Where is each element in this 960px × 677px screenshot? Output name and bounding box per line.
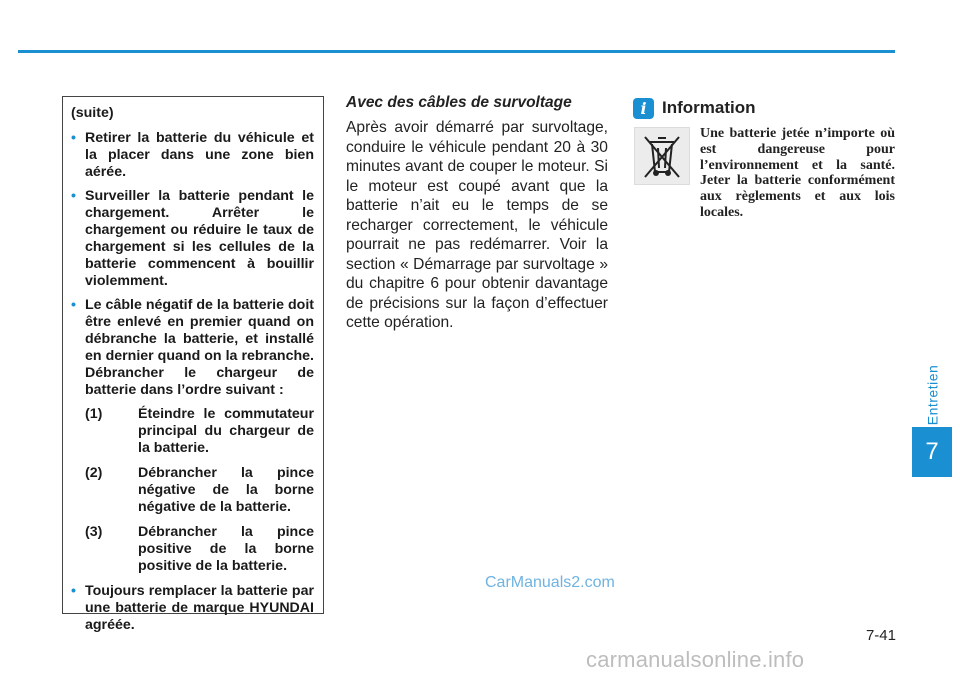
warning-bullet (71, 188, 314, 290)
bullet-icon: • (71, 297, 76, 313)
warning-step (85, 465, 314, 516)
warning-step (85, 524, 314, 575)
page-number: 7-41 (865, 627, 896, 644)
chapter-label-text: Entretien (924, 364, 941, 426)
section-title: Avec des câbles de survoltage (346, 94, 572, 111)
warning-bullet (71, 297, 314, 399)
watermark-top: CarManuals2.com (485, 574, 615, 591)
step-text: Débrancher la pince négative de la borne négative de la batterie. (138, 465, 314, 515)
warning-box (62, 96, 324, 633)
warning-bullet (71, 130, 314, 181)
information-header (633, 97, 756, 119)
chapter-label (912, 365, 952, 425)
bullet-icon: • (71, 130, 76, 146)
section-body: Après avoir démarré par survoltage, conduire le véhicule pendant 20 à 30 minutes avant de couper le moteur. Si le moteur est coupé avant que la batterie n’ait eu le temps de se recharger correctement, le véhicule pourrait ne pas redémarrer. Voir la section « Démarrage par survoltage » du chapitre 6 pour obtenir davantage de précisions sur la façon d’effectuer cette opération. (346, 119, 608, 331)
header-rule (18, 50, 895, 53)
step-number: (3) (85, 524, 103, 540)
bullet-icon: • (71, 583, 76, 599)
warning-bullet-text: Le câble négatif de la batterie doit être enlevé en premier quand on débranche la batterie, et installé en dernier quand on la rebranche. Débrancher le chargeur de batterie dans l’ordre suivant : (85, 297, 314, 398)
warning-bullet-text: Retirer la batterie du véhicule et la placer dans une zone bien aérée. (85, 130, 314, 180)
warning-heading: (suite) (71, 105, 114, 121)
info-icon: i (633, 98, 654, 119)
warning-bullet (71, 583, 314, 634)
information-title: Information (662, 98, 756, 117)
warning-bullet-text: Surveiller la batterie pendant le chargement. Arrêter le chargement ou réduire le taux de chargement si les cellules de la batterie commencent à bouillir violemment. (85, 188, 314, 289)
step-number: (1) (85, 406, 103, 422)
watermark-bottom: carmanualsonline.info (586, 647, 805, 672)
step-text: Éteindre le commutateur principal du chargeur de la batterie. (138, 406, 314, 456)
information-text: Une batterie jetée n’importe où est dangereuse pour l’environnement et la santé. Jeter la batterie conformément aux règlements et aux lois locales. (700, 126, 895, 220)
bullet-icon: • (71, 188, 76, 204)
warning-step (85, 406, 314, 457)
step-text: Débrancher la pince positive de la borne positive de la batterie. (138, 524, 314, 574)
crossed-out-bin-icon (634, 127, 690, 185)
warning-bullet-text: Toujours remplacer la batterie par une batterie de marque HYUNDAI agréée. (85, 583, 314, 633)
step-number: (2) (85, 465, 103, 481)
chapter-tab: 7 (912, 427, 952, 477)
